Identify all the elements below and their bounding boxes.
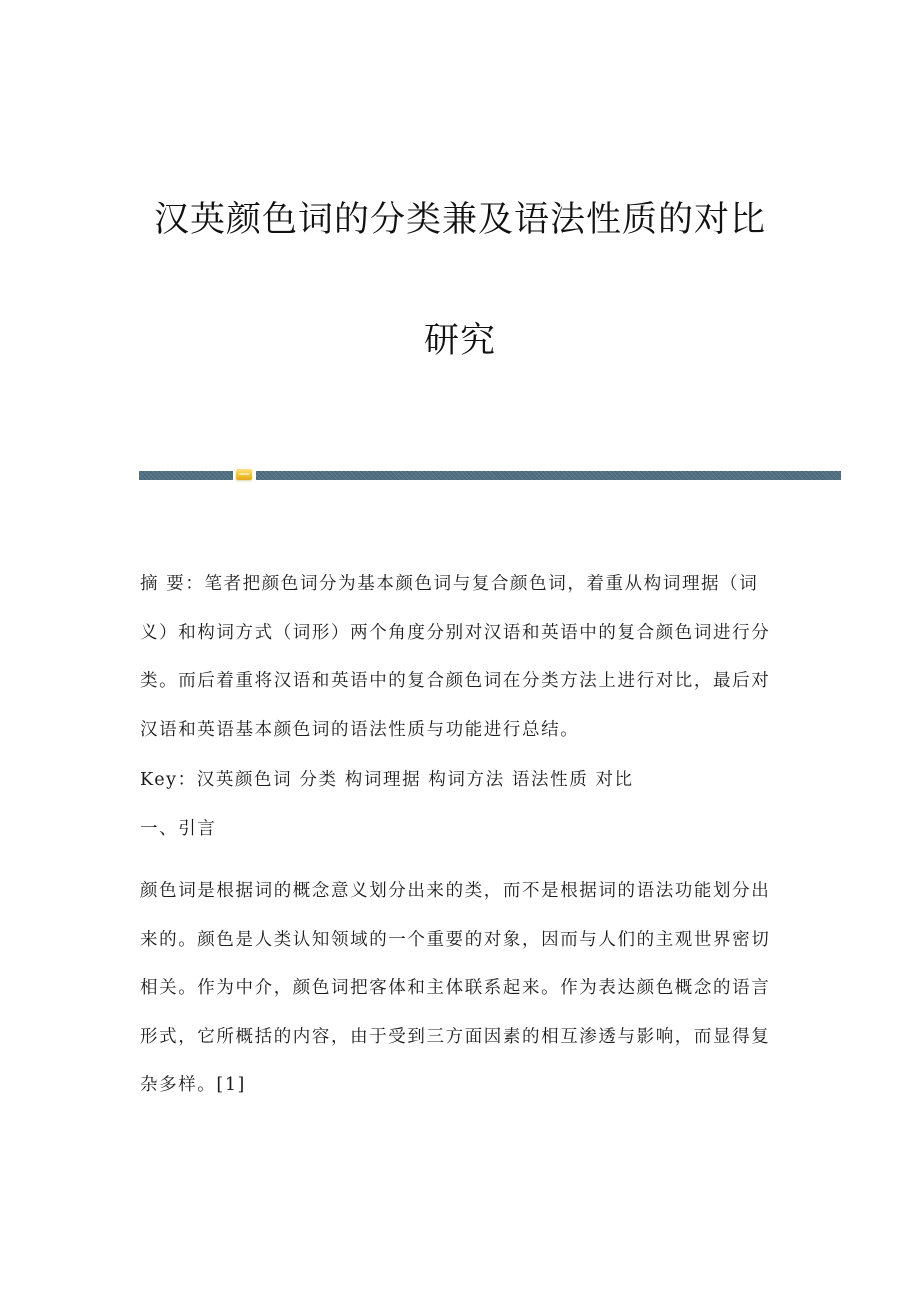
- section-heading: 一、引言: [140, 819, 217, 839]
- body-paragraph: 颜色词是根据词的概念意义划分出来的类，而不是根据词的语法功能划分出来的。颜色是人类认知领域的一个重要的对象，因而与人们的主观世界密切相关。作为中介，颜色词把客体和主体联系起来。作为表达颜色概念的语言形式，它所概括的内容，由于受到三方面因素的相互渗透与影响，而显得复杂多样。[1]: [140, 881, 771, 1095]
- document-title-line-2: 研究: [423, 321, 496, 361]
- abstract-paragraph: 摘 要：笔者把颜色词分为基本颜色词与复合颜色词，着重从构词理据（词义）和构词方式（词形）两个角度分别对汉语和英语中的复合颜色词进行分类。而后着重将汉语和英语中的复合颜色词在分类方法上进行对比，最后对汉语和英语基本颜色词的语法性质与功能进行总结。: [140, 574, 771, 740]
- divider-bar-right: [256, 471, 841, 480]
- document-title-line-1: 汉英颜色词的分类兼及语法性质的对比: [153, 200, 766, 240]
- gold-tab-icon: [236, 469, 252, 480]
- keywords-line: Key：汉英颜色词 分类 构词理据 构词方法 语法性质 对比: [140, 770, 634, 790]
- divider-bar-left: [139, 471, 233, 480]
